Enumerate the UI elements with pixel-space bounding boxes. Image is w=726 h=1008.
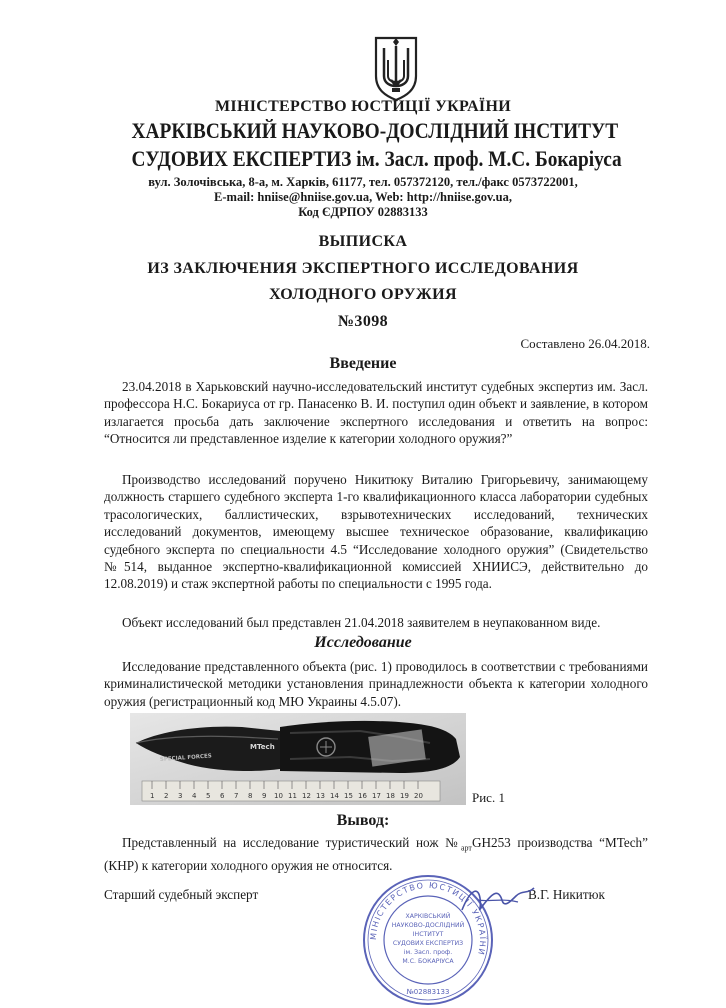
- intro-paragraph-3: [104, 614, 648, 631]
- document-date: Составлено 26.04.2018.: [520, 336, 650, 351]
- conclusion-paragraph: [104, 834, 648, 874]
- document-number: №3098: [337, 313, 389, 330]
- conclusion-paragraph-text: [104, 834, 648, 874]
- stamp-line-3: ІНСТИТУТ: [412, 931, 444, 938]
- ruler-number-10: 10: [274, 792, 283, 800]
- handwritten-signature: [458, 880, 538, 920]
- ruler-number-15: 15: [344, 792, 353, 800]
- institute-contacts: E-mail: hniise@hniise.gov.ua, Web: http://hniise.gov.ua,: [214, 190, 512, 204]
- intro-paragraph-1: [104, 378, 648, 448]
- signer-position: Старший судебный эксперт: [104, 887, 259, 902]
- intro-paragraph-3-text: Объект исследований был представлен 21.04.2018 заявителем в неупакованном виде.: [122, 615, 601, 630]
- document-title: ВЫПИСКА: [318, 233, 408, 250]
- ruler-number-16: 16: [358, 792, 367, 800]
- intro-paragraph-2-text: Производство исследований поручено Никитюку Виталию Григорьевичу, занимающему должность старшего судебного эксперта 1-го квалификационного класса лаборатории судебных трасологических, баллистических, взрывотехнических исследований, технических исследований документов, имеющему высшее техническое образование, квалификацию судебного эксперта по специальности 4.5 “Исследование холодного оружия” (Свидетельство №514, выданное экспертно-квалификационной комиссией ХНИИСЭ, действительно до 12.08.2019) и стаж экспертной работы по специальности с 1995 года.: [104, 472, 648, 592]
- research-paragraph-text: Исследование представленного объекта (рис. 1) проводилось в соответствии с требованиями криминалистической методики установления принадлежности объекта к категории холодного оружия (регистрационный код МЮ Украины 4.5.07).: [104, 659, 648, 709]
- ruler-number-1: 1: [150, 792, 155, 800]
- ruler-number-20: 20: [414, 792, 423, 800]
- research-paragraph: [104, 658, 648, 710]
- ministry-name: МІНІСТЕРСТВО ЮСТИЦІЇ УКРАЇНИ: [215, 98, 511, 115]
- stamp-line-1: ХАРКІВСЬКИЙ: [405, 913, 451, 920]
- ruler-number-11: 11: [288, 792, 297, 800]
- ruler-number-5: 5: [206, 792, 211, 800]
- ruler-number-7: 7: [234, 792, 239, 800]
- document-subtitle-line2: ХОЛОДНОГО ОРУЖИЯ: [269, 286, 457, 303]
- stamp-line-6: М.С. БОКАРІУСА: [402, 958, 454, 965]
- ruler-number-8: 8: [248, 792, 253, 800]
- institute-name-line1: ХАРКІВСЬКИЙ НАУКОВО-ДОСЛІДНИЙ ІНСТИТУТ: [131, 118, 619, 143]
- section-heading-intro: Введение: [329, 355, 397, 372]
- intro-paragraph-2: [104, 471, 648, 593]
- section-heading-conclusion: Вывод:: [336, 812, 390, 829]
- ruler-number-19: 19: [400, 792, 409, 800]
- ukraine-coat-of-arms-icon: [373, 36, 419, 102]
- stamp-code: №02883133: [406, 988, 450, 996]
- stamp-line-5: ім. Засл. проф.: [403, 949, 453, 956]
- ruler-number-2: 2: [164, 792, 169, 800]
- ruler-number-3: 3: [178, 792, 183, 800]
- knife-blade-label: SPECIAL FORCES: [159, 753, 212, 763]
- document-subtitle-line1: ИЗ ЗАКЛЮЧЕНИЯ ЭКСПЕРТНОГО ИССЛЕДОВАНИЯ: [147, 260, 579, 277]
- intro-paragraph-1-text: 23.04.2018 в Харьковский научно-исследовательский институт судебных экспертиз им. Засл. профессора Н.С. Бокариуса от гр. Панасенко В. И. поступил один объект и заявление, в котором излагается просьба дать заключение экспертного исследования и ответить на вопрос: “Относится ли представленное изделие к категории холодного оружия?”: [104, 379, 648, 447]
- institute-address: вул. Золочівська, 8-а, м. Харків, 61177, тел. 057372120, тел./факс 0573722001,: [148, 175, 578, 189]
- conclusion-text-part1: Представленный на исследование туристический нож №: [122, 835, 461, 850]
- ruler-number-17: 17: [372, 792, 381, 800]
- stamp-line-2: НАУКОВО-ДОСЛІДНИЙ: [391, 922, 465, 929]
- institute-name-line2: СУДОВИХ ЕКСПЕРТИЗ ім. Засл. проф. М.С. Бокаріуса: [131, 146, 622, 171]
- institute-code: Код ЄДРПОУ 02883133: [298, 205, 428, 219]
- section-heading-research: Исследование: [314, 634, 412, 651]
- ruler-number-6: 6: [220, 792, 225, 800]
- ruler-number-12: 12: [302, 792, 311, 800]
- signer-name: В.Г. Никитюк: [528, 887, 605, 902]
- ruler-number-14: 14: [330, 792, 339, 800]
- ruler-number-18: 18: [386, 792, 395, 800]
- ruler-number-9: 9: [262, 792, 267, 800]
- figure-caption: Рис. 1: [472, 790, 505, 805]
- ruler-number-13: 13: [316, 792, 325, 800]
- knife-photo: [130, 713, 466, 805]
- knife-brand-label: MTech: [250, 743, 275, 751]
- stamp-ring-text: МІНІСТЕРСТВО ЮСТИЦІЇ УКРАЇНИ: [368, 880, 488, 957]
- stamp-line-4: СУДОВИХ ЕКСПЕРТИЗ: [392, 940, 464, 947]
- ruler-number-4: 4: [192, 792, 197, 800]
- conclusion-text-part2: GH253 производства “MTech” (КНР) к категории холодного оружия не относится.: [104, 835, 648, 874]
- conclusion-text-subscript: арт: [460, 843, 472, 853]
